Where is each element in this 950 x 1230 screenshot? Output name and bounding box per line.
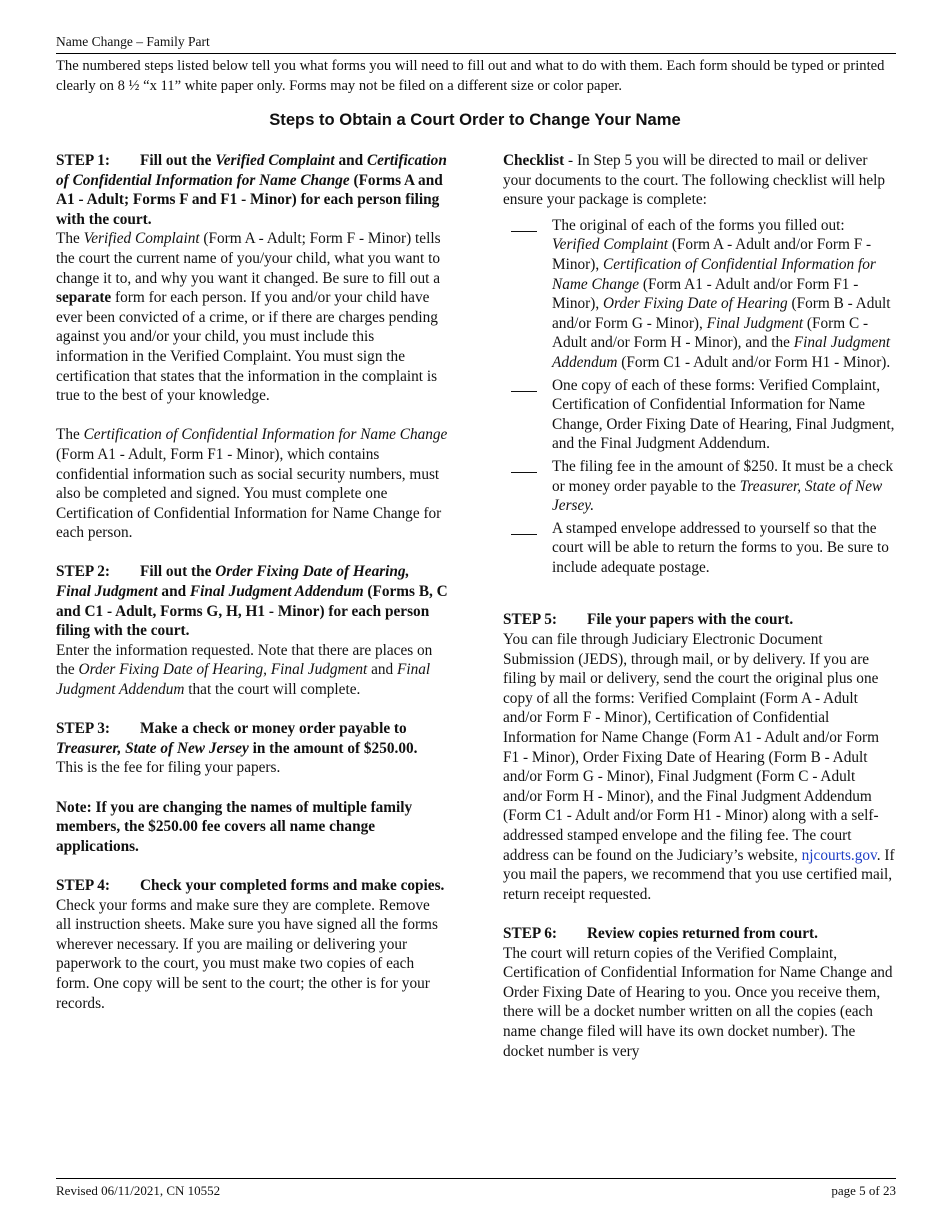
checklist-item-envelope: A stamped envelope addressed to yourself so that the court will be able to return the forms to you. Be sure to include adequate postage. xyxy=(503,519,895,578)
step-4 xyxy=(56,876,448,1013)
checkbox-blank-line[interactable] xyxy=(511,534,537,535)
header-section-label: Name Change – Family Part xyxy=(56,34,210,49)
step-5 xyxy=(503,610,895,904)
page-header xyxy=(56,33,896,54)
checklist-item-copies: One copy of each of these forms: Verified Complaint, Certification of Confidential Information for Name Change, Order Fixing Date of Hearing, Final Judgment, and the Final Judgment Addendum. xyxy=(503,376,895,454)
step-4-heading: STEP 4: Check your completed forms and make copies. xyxy=(56,876,445,894)
step-3 xyxy=(56,719,448,778)
checklist-item-filing-fee: The filing fee in the amount of $250. It must be a check or money order payable to the Treasurer, State of New Jersey. xyxy=(503,457,895,516)
intro-paragraph: The numbered steps listed below tell you what forms you will need to fill out and what to do with them. Each form should be typed or printed clearly on 8 ½ “x 11” white paper only. Forms may not be filed on a different size or color paper. xyxy=(56,58,885,94)
step-1 xyxy=(56,151,448,406)
step-6 xyxy=(503,924,895,1061)
checkbox-blank-line[interactable] xyxy=(511,231,537,232)
page-footer xyxy=(56,1178,896,1199)
step-6-body: The court will return copies of the Verified Complaint, Certification of Confidential Information for Name Change and Order Fixing Date of Hearing to you. Once you receive them, there will be a docket number written on all the copies (each name change filed will have its own docket number). The docket number is very xyxy=(503,944,893,1060)
njcourts-link[interactable]: njcourts.gov xyxy=(801,846,877,864)
fee-note: Note: If you are changing the names of multiple family members, the $250.00 fee covers all name change applications. xyxy=(56,798,413,855)
step-5-number: STEP 5: xyxy=(503,611,557,629)
step-6-heading: STEP 6: Review copies returned from court. xyxy=(503,924,818,942)
page-title: Steps to Obtain a Court Order to Change Your Name xyxy=(269,110,681,129)
checklist-item-originals: The original of each of the forms you filled out: Verified Complaint (Form A - Adult and/or Form F - Minor), Certification of Confidential Information for Name Change (Form A1 - Adult and/or Form F1 - Minor), Order Fixing Date of Hearing (Form B - Adult and/or Form G - Minor), Final Judgment (Form C - Adult and/or Form H - Minor), and the Final Judgment Addendum (Form C1 - Adult and/or Form H1 - Minor). xyxy=(503,216,895,373)
step-5-body: You can file through Judiciary Electronic Document Submission (JEDS), through mail, or by delivery. If you are filing by mail or delivery, send the court the original plus one copy of all the forms: Verified Complaint (Form A - Adult and/or Form F - Minor), Certification of Confidential Information for Name Change (Form A1 - Adult and/or Form F1 - Minor), Order Fixing Date of Hearing (Form B - Adult and/or Form G - Minor), Final Judgment (Form C - Adult and/or Form H - Minor), and the Final Judgment Addendum (Form C1 - Adult and/or Form H1 - Minor) along with a self-addressed stamped envelope and the filing fee. The court address can be found on the Judiciary’s website, njcourts.gov. If you mail the papers, we recommend that you use certified mail, return receipt requested. xyxy=(503,631,895,903)
step-1-number: STEP 1: xyxy=(56,152,110,169)
step-1-heading: STEP 1: Fill out the Verified Complaint and Certification of Confidential Information for Name Change (Forms A and A1 - Adult; Forms F and F1 - Minor) for each person filing with the court. xyxy=(56,152,447,228)
step-3-number: STEP 3: xyxy=(56,720,110,738)
step-5-heading: STEP 5: File your papers with the court. xyxy=(503,611,794,629)
step-3-body: This is the fee for filing your papers. xyxy=(56,759,281,777)
checklist-intro: Checklist - In Step 5 you will be directed to mail or deliver your documents to the court. The following checklist will help ensure your package is complete: xyxy=(503,152,886,209)
checklist-items xyxy=(503,216,895,578)
checklist-label: Checklist xyxy=(503,152,565,169)
step-6-number: STEP 6: xyxy=(503,924,557,942)
step-2 xyxy=(56,562,448,699)
right-column xyxy=(503,151,895,1081)
step-3-heading: STEP 3: Make a check or money order payable to Treasurer, State of New Jersey in the amount of $250.00. xyxy=(56,720,418,757)
revision-info: Revised 06/11/2021, CN 10552 xyxy=(56,1183,221,1198)
step-4-body: Check your forms and make sure they are complete. Remove all instruction sheets. Make sure you have signed all the forms wherever necessary. If you are mailing or delivering your paperwork to the court, you must make two copies of each form. One copy will be sent to the court; the other is for your records. xyxy=(56,896,438,1012)
step-1-certification-paragraph: The Certification of Confidential Information for Name Change (Form A1 - Adult, Form F1 - Minor), which contains confidential information such as social security numbers, must also be completed and signed. You must complete one Certification of Confidential Information for Name Change for each person. xyxy=(56,426,448,542)
step-2-number: STEP 2: xyxy=(56,563,110,581)
step-1-body: The Verified Complaint (Form A - Adult; Form F - Minor) tells the court the current name of you/your child, what you want to change it to, and why you want it changed. Be sure to fill out a separate form for each person. If you and/or your child have ever been convicted of a crime, or if there are charges pending against you and/or your child, you must include this information in the Verified Complaint. You must sign the certification that states that the information in the complaint is true to the best of your knowledge. xyxy=(56,230,441,405)
page-number: page 5 of 23 xyxy=(831,1183,896,1198)
checkbox-blank-line[interactable] xyxy=(511,472,537,473)
step-2-heading: STEP 2: Fill out the Order Fixing Date of Hearing, Final Judgment and Final Judgment Addendum (Forms B, C and C1 - Adult, Forms G, H, H1 - Minor) for each person filing with the court. xyxy=(56,563,448,640)
left-column xyxy=(56,151,448,1033)
checkbox-blank-line[interactable] xyxy=(511,391,537,392)
step-2-body: Enter the information requested. Note that there are places on the Order Fixing Date of Hearing, Final Judgment and Final Judgment Addendum that the court will complete. xyxy=(56,641,433,699)
step-4-number: STEP 4: xyxy=(56,876,110,894)
checklist xyxy=(503,151,895,577)
